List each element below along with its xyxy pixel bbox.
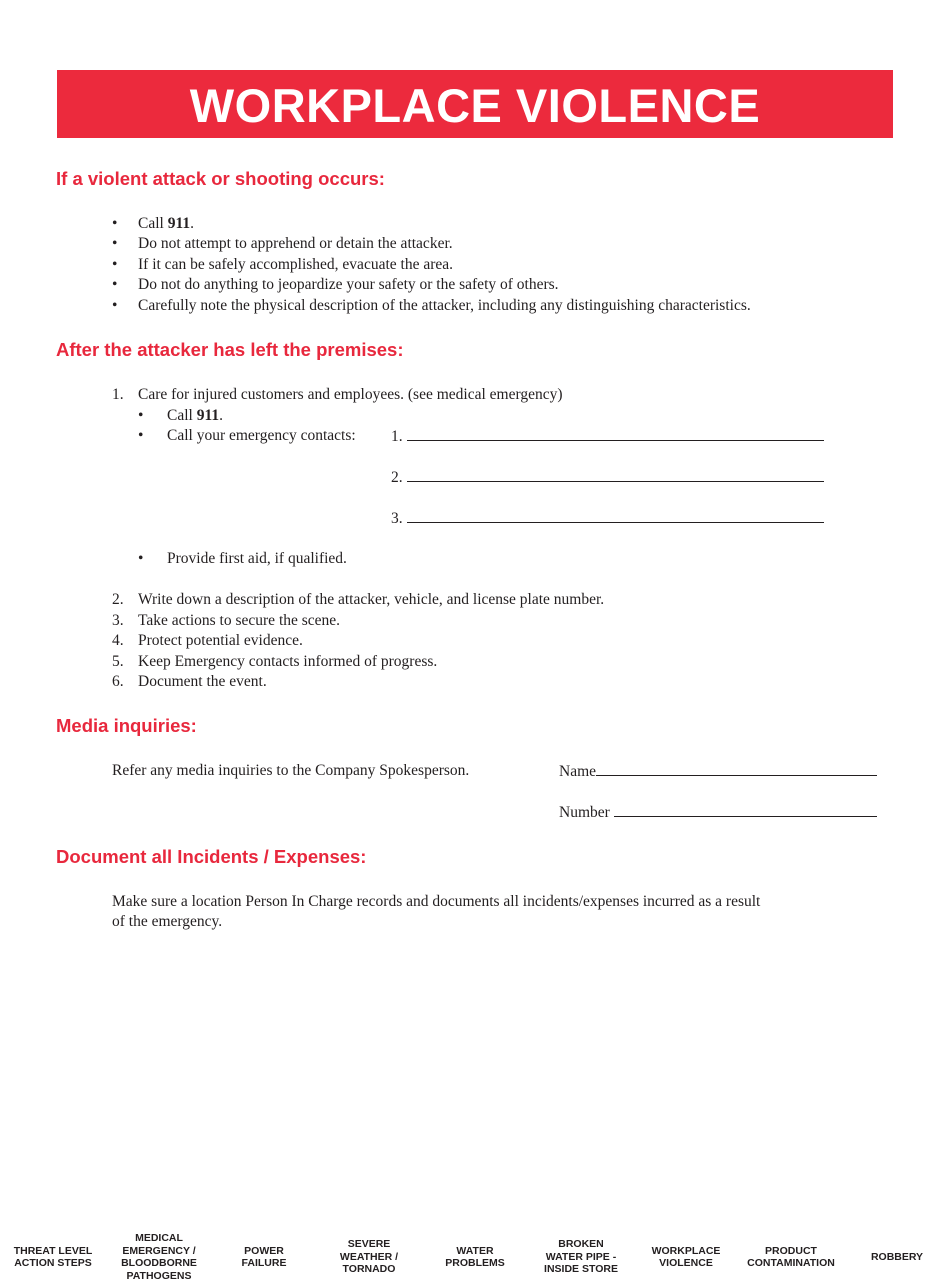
step-number: 2.: [112, 591, 124, 608]
step-text: Care for injured customers and employees. (see medical emergency): [138, 386, 563, 403]
list-item: Carefully note the physical description of the attacker, including any distinguishing characteristics.: [138, 297, 751, 314]
contact-line-2[interactable]: 2.: [391, 467, 824, 488]
nav-tab-product-contamination[interactable]: PRODUCT CONTAMINATION: [747, 1244, 835, 1269]
list-item: Call 911.: [138, 215, 194, 232]
bullet: •: [138, 550, 144, 567]
bullet: •: [112, 215, 118, 232]
document-text-line1: Make sure a location Person In Charge records and documents all incidents/expenses incurred as a result: [112, 893, 761, 910]
document-text-line2: of the emergency.: [112, 913, 223, 930]
sub-item-first-aid: Provide first aid, if qualified.: [167, 550, 347, 567]
step-number: 4.: [112, 632, 124, 649]
page-title: WORKPLACE VIOLENCE: [57, 70, 893, 138]
step-text: Write down a description of the attacker, vehicle, and license plate number.: [138, 591, 605, 608]
bullet: •: [112, 235, 118, 252]
sub-item-emergency-contacts: Call your emergency contacts:: [167, 427, 356, 444]
step-text: Protect potential evidence.: [138, 632, 303, 649]
step-text: Document the event.: [138, 673, 267, 690]
step-text: Take actions to secure the scene.: [138, 612, 341, 629]
step-number: 6.: [112, 673, 124, 690]
media-text: Refer any media inquiries to the Company Spokesperson.: [112, 762, 470, 779]
contact-line-1[interactable]: 1.: [391, 426, 824, 447]
section-heading-violent-attack: If a violent attack or shooting occurs:: [56, 168, 385, 189]
section-heading-media: Media inquiries:: [56, 715, 197, 736]
section-heading-document: Document all Incidents / Expenses:: [56, 846, 367, 867]
bullet: •: [112, 256, 118, 273]
contact-line-3[interactable]: 3.: [391, 508, 824, 529]
section-heading-after-attacker: After the attacker has left the premises:: [56, 339, 404, 360]
nav-tab-power-failure[interactable]: POWER FAILURE: [241, 1244, 287, 1269]
bullet: •: [112, 297, 118, 314]
bullet: •: [138, 427, 144, 444]
nav-tab-workplace-violence[interactable]: WORKPLACE VIOLENCE: [651, 1244, 721, 1269]
list-item: Do not attempt to apprehend or detain the attacker.: [138, 235, 453, 252]
nav-tab-robbery[interactable]: ROBBERY: [870, 1250, 924, 1263]
list-item: If it can be safely accomplished, evacuate the area.: [138, 256, 453, 273]
nav-tab-severe-weather[interactable]: SEVERE WEATHER / TORNADO: [339, 1238, 399, 1276]
spokesperson-number-field[interactable]: Number: [559, 802, 877, 823]
sub-item-call-911: Call 911.: [167, 407, 223, 424]
nav-tab-broken-water-pipe[interactable]: BROKEN WATER PIPE - INSIDE STORE: [544, 1238, 618, 1276]
bullet: •: [112, 276, 118, 293]
spokesperson-name-field[interactable]: Name: [559, 761, 877, 782]
nav-tab-water-problems[interactable]: WATER PROBLEMS: [445, 1244, 505, 1269]
step-number: 5.: [112, 653, 124, 670]
list-item: Do not do anything to jeopardize your safety or the safety of others.: [138, 276, 559, 293]
step-number: 3.: [112, 612, 124, 629]
bullet: •: [138, 407, 144, 424]
nav-tab-threat-level[interactable]: THREAT LEVEL ACTION STEPS: [13, 1244, 93, 1269]
section-nav: [0, 1228, 950, 1286]
nav-tab-medical-emergency[interactable]: MEDICAL EMERGENCY / BLOODBORNE PATHOGENS: [121, 1232, 197, 1282]
step-text: Keep Emergency contacts informed of progress.: [138, 653, 438, 670]
step-number: 1.: [112, 386, 124, 403]
